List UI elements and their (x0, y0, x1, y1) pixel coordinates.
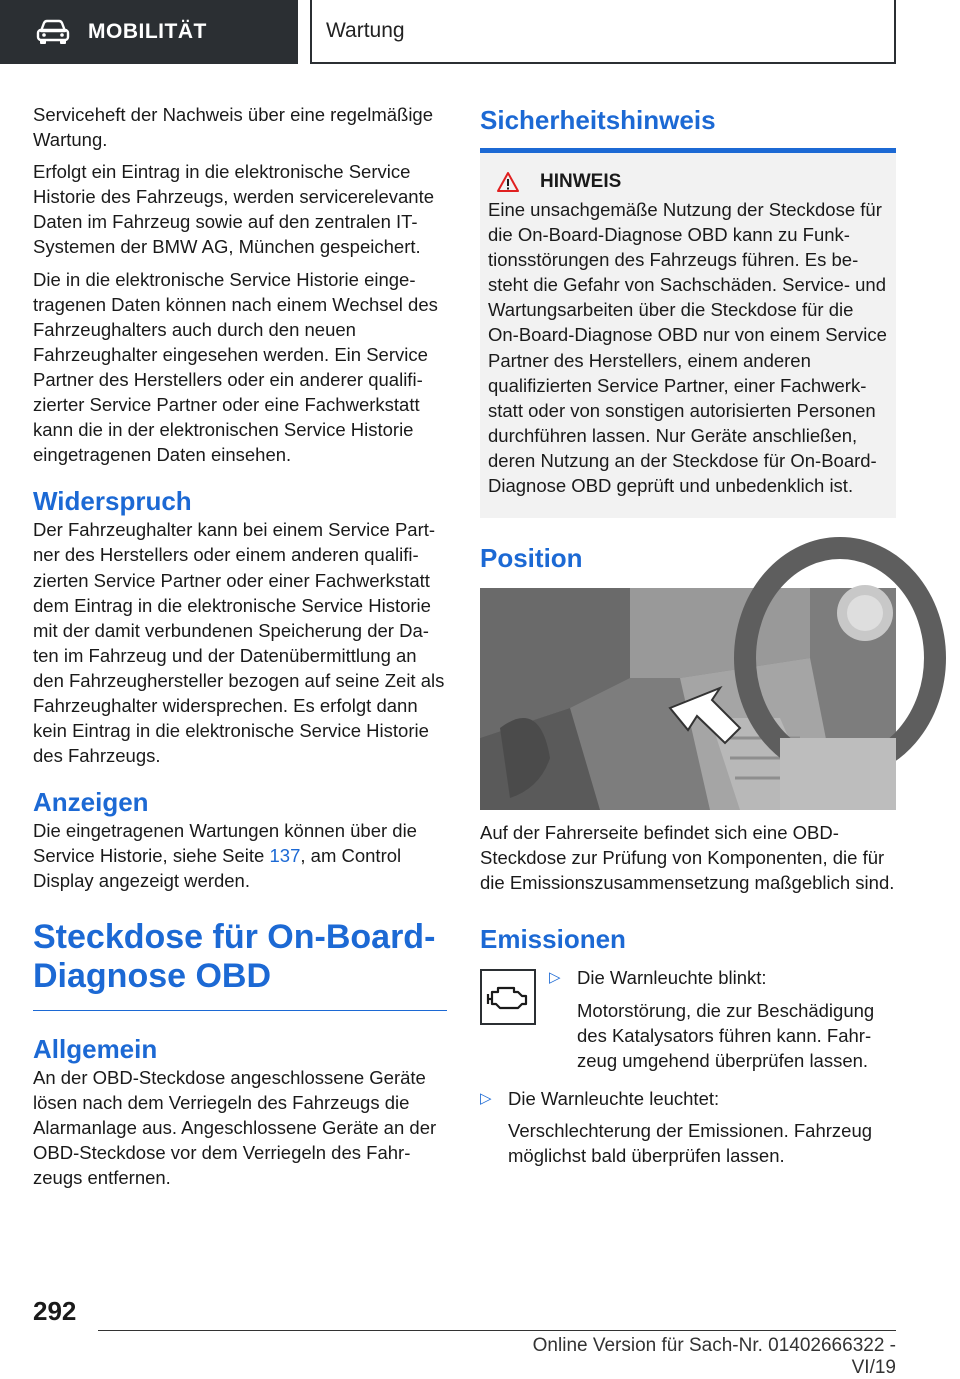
notice-text: Eine unsachgemäße Nutzung der Steckdose für die On-Board-Diagnose OBD kann zu Funktionsstörungen des Fahrzeugs führen. Es besteht die Gefahr von Sachschäden. Service- und Wartungsarbeiten über die Steckdose für die On-Board-Diagnose OBD nur von einem Service Partner des Herstellers, einem anderen qualifizierten Service Partner, einer Fachwerkstatt oder von sonstigen autorisierten Personen durchführen lassen. Nur Geräte anschließen, deren Nutzung an der Steckdose für On-Board-Diagnose OBD geprüft und unbedenklich ist. (488, 199, 887, 497)
section-tab-mobilitaet[interactable] (0, 0, 298, 64)
emissions-item-blinking-body (549, 965, 896, 1079)
heading-sicherheitshinweis: Sicherheitshinweis (480, 105, 716, 135)
engine-warning-icon-box (480, 969, 536, 1025)
section-tab-label: MOBILITÄT (88, 20, 207, 43)
check-engine-icon (486, 982, 530, 1012)
list-item-text: Motorstörung, die zur Beschädigung des Katalysators führen kann. Fahrzeug umgehend überprüfen lassen. (577, 999, 875, 1071)
heading-steckdose-obd: Steckdose für On-Board-Diagnose OBD (33, 917, 436, 995)
page-link-137[interactable]: 137 (269, 845, 301, 867)
notice-title: HINWEIS (540, 171, 622, 192)
anzeigen-text-a: Die eingetragenen Wartungen können über die Service Historie, siehe Seite (33, 820, 417, 867)
list-bullet-icon: ▷ (480, 1089, 492, 1107)
footer-version-text: Online Version für Sach-Nr. 01402666322 - VI/19 (532, 1335, 896, 1378)
chapter-tab-wartung[interactable] (310, 0, 896, 64)
heading-underline (33, 1010, 447, 1011)
list-item (549, 965, 896, 1079)
list-item-label: Die Warnleuchte blinkt: (577, 967, 767, 989)
left-column (33, 102, 447, 1197)
list-item-label: Die Warnleuchte leuchtet: (508, 1087, 720, 1109)
heading-emissionen: Emissionen (480, 924, 626, 955)
emissions-item-blinking (480, 965, 896, 1079)
right-column (480, 102, 896, 1175)
heading-anzeigen: Anzeigen (33, 787, 149, 818)
paragraph-serviceheft: Serviceheft der Nachweis über eine regelmäßige Wartung. (33, 104, 434, 151)
chapter-tab-label: Wartung (326, 19, 405, 42)
paragraph-einsicht: Die in die elektronische Service Historie eingetragenen Daten können nach einem Wechsel des Fahrzeughalters auch durch den neuen Fahrzeughalter eingesehen werden. Ein Service Partner des Herstellers oder ein anderer qualifizierter Service Partner oder eine Fachwerkstatt kann die in der elektronischen Service Historie eingetragenen Daten einsehen. (33, 268, 438, 466)
heading-position: Position (480, 543, 583, 574)
car-interior-illustration (480, 588, 896, 810)
paragraph-position: Auf der Fahrerseite befindet sich eine OBD-Steckdose zur Prüfung von Komponenten, die für die Emissionszusammensetzung maßgeblich sind. (480, 822, 895, 894)
heading-allgemein: Allgemein (33, 1033, 158, 1064)
list-bullet-icon: ▷ (549, 969, 561, 987)
paragraph-widerspruch: Der Fahrzeughalter kann bei einem Service Partner des Herstellers oder einem anderen qualifizierten Service Partner oder einer Fachwerkstatt dem Eintrag in die elektronische Service Historie mit der damit verbundenen Speicherung der Daten im Fahrzeug und der Datenübermittlung an den Fahrzeughersteller bezogen auf seine Zeit als Fahrzeughalter widersprechen. Es erfolgt dann kein Eintrag in die elektronische Service Historie des Fahrzeugs. (33, 519, 445, 767)
page-header (0, 0, 960, 66)
car-icon (36, 19, 70, 45)
paragraph-eintrag: Erfolgt ein Eintrag in die elektronische Service Historie des Fahrzeugs, werden servicerelevante Daten im Fahrzeug sowie auf den zentralen IT-Systemen der BMW AG, München gespeichert. (33, 161, 435, 258)
list-item-content (508, 1086, 896, 1175)
warning-triangle-icon (496, 171, 520, 193)
notice-header (488, 171, 888, 193)
paragraph-anzeigen (33, 818, 447, 893)
footer-rule (98, 1330, 896, 1331)
page-number: 292 (33, 1296, 77, 1326)
heading-widerspruch: Widerspruch (33, 486, 192, 517)
list-item-text: Verschlechterung der Emissionen. Fahrzeug möglichst bald überprüfen lassen. (508, 1119, 873, 1166)
list-item-content (577, 965, 896, 1079)
paragraph-allgemein: An der OBD-Steckdose angeschlossene Geräte lösen nach dem Verriegeln des Fahrzeugs die Alarmanlage aus. Angeschlossene Geräte an der OBD-Steckdose vor dem Verriegeln des Fahrzeugs entfernen. (33, 1066, 437, 1188)
anzeigen-text-b: , am Control Display angezeigt werden. (33, 845, 402, 892)
notice-box (480, 153, 896, 518)
list-item (480, 1086, 896, 1175)
obd-position-photo (480, 588, 896, 810)
